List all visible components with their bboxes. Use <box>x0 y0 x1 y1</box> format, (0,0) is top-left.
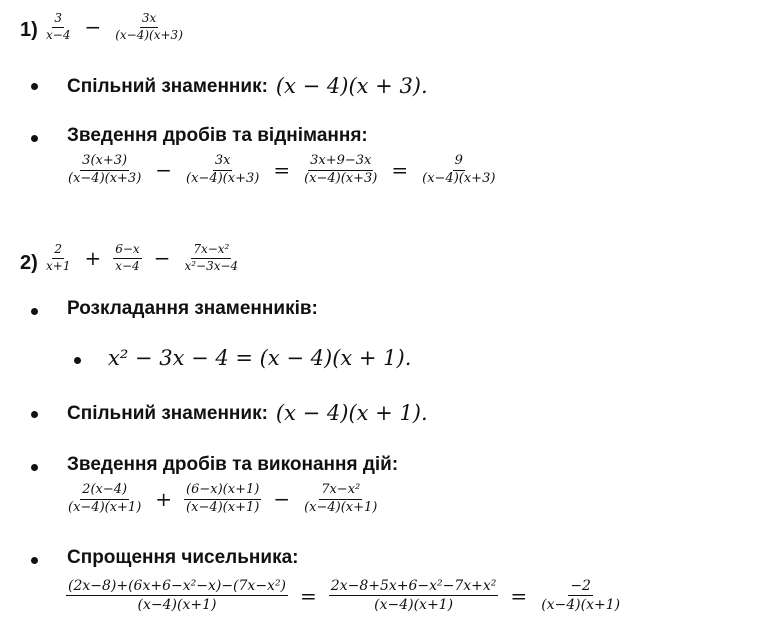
fraction-denominator: x+1 <box>46 258 71 273</box>
problem-1-common-denominator <box>67 74 428 98</box>
fraction-denominator: (x−4)(x+1) <box>68 499 142 515</box>
problem-2-simplify-label: Спрощення чисельника: <box>67 547 299 568</box>
fraction-denominator: (x−4)(x+1) <box>541 597 621 614</box>
problem-1-reduce-label: Зведення дробів та віднімання: <box>67 125 368 146</box>
fraction-denominator: (x−4)(x+3) <box>422 170 496 186</box>
fraction <box>66 578 288 613</box>
fraction-numerator: 7x−x² <box>191 243 231 259</box>
fraction <box>329 578 499 613</box>
problem-2-simplify-expression <box>66 578 622 613</box>
fraction-numerator: 3x+9−3x <box>308 154 373 171</box>
operator: − <box>153 246 171 271</box>
common-denominator-value: (x − 4)(x + 3). <box>275 74 428 98</box>
fraction-denominator: (x−4)(x+3) <box>68 170 142 186</box>
fraction <box>44 12 72 43</box>
fraction-denominator: (x−4)(x+1) <box>186 499 260 515</box>
bullet-icon <box>31 308 38 315</box>
fraction-numerator: 7x−x² <box>319 483 362 500</box>
fraction-numerator: 3(x+3) <box>80 154 129 171</box>
operator: − <box>155 158 173 183</box>
fraction-numerator: 3x <box>213 154 233 171</box>
fraction <box>66 483 143 516</box>
fraction <box>113 243 141 274</box>
fraction <box>44 243 72 274</box>
problem-2-reduce-label: Зведення дробів та виконання дій: <box>67 454 399 475</box>
bullet-icon <box>31 557 38 564</box>
fraction-denominator: (x−4)(x+1) <box>137 597 217 614</box>
fraction <box>539 578 622 613</box>
bullet-icon <box>31 464 38 471</box>
fraction-numerator: 6−x <box>113 243 141 259</box>
problem-2-factor-label: Розкладання знаменників: <box>67 298 318 319</box>
problem-1-expression <box>44 12 185 43</box>
bullet-icon <box>31 135 38 142</box>
fraction <box>184 154 261 187</box>
fraction-denominator: (x−4)(x+1) <box>374 597 454 614</box>
fraction-denominator: (x−4)(x+3) <box>186 170 260 186</box>
fraction-numerator: 2 <box>52 243 64 259</box>
fraction-numerator: 2x−8+5x+6−x²−7x+x² <box>329 578 499 596</box>
problem-2-expression <box>44 243 240 274</box>
fraction <box>184 483 261 516</box>
fraction-denominator: x²−3x−4 <box>184 258 239 273</box>
fraction <box>182 243 240 274</box>
operator: = <box>273 158 291 183</box>
operator: − <box>84 15 102 40</box>
fraction-numerator: 9 <box>453 154 465 171</box>
operator: − <box>273 487 291 512</box>
problem-1-number: 1) <box>20 19 38 41</box>
sub-bullet-icon <box>74 357 81 364</box>
problem-2-common-denominator <box>67 401 428 425</box>
problem-2-reduce-expression <box>66 483 379 516</box>
fraction <box>66 154 143 187</box>
operator: = <box>300 583 317 608</box>
fraction-numerator: 3 <box>52 12 64 28</box>
fraction-numerator: (2x−8)+(6x+6−x²−x)−(7x−x²) <box>66 578 288 596</box>
fraction-numerator: 3x <box>140 12 158 28</box>
problem-2-factor-value: x² − 3x − 4 = (x − 4)(x + 1). <box>108 346 412 370</box>
fraction-numerator: 2(x−4) <box>80 483 129 500</box>
common-denominator-value: (x − 4)(x + 1). <box>275 401 428 425</box>
operator: + <box>84 246 102 271</box>
common-denominator-label: Спільний знаменник: <box>67 402 268 424</box>
fraction-denominator: x−4 <box>115 258 140 273</box>
operator: + <box>155 487 173 512</box>
bullet-icon <box>31 411 38 418</box>
bullet-icon <box>31 83 38 90</box>
fraction <box>420 154 497 187</box>
fraction-denominator: x−4 <box>46 27 71 42</box>
problem-2-number: 2) <box>20 252 38 274</box>
operator: = <box>391 158 409 183</box>
fraction <box>302 154 379 187</box>
fraction-numerator: (6−x)(x+1) <box>184 483 261 500</box>
operator: = <box>510 583 528 608</box>
fraction <box>113 12 185 43</box>
common-denominator-label: Спільний знаменник: <box>67 75 268 97</box>
fraction <box>302 483 379 516</box>
fraction-numerator: −2 <box>568 578 593 596</box>
problem-1-reduce-expression <box>66 154 497 187</box>
fraction-denominator: (x−4)(x+3) <box>115 27 183 42</box>
fraction-denominator: (x−4)(x+3) <box>304 170 378 186</box>
fraction-denominator: (x−4)(x+1) <box>304 499 378 515</box>
